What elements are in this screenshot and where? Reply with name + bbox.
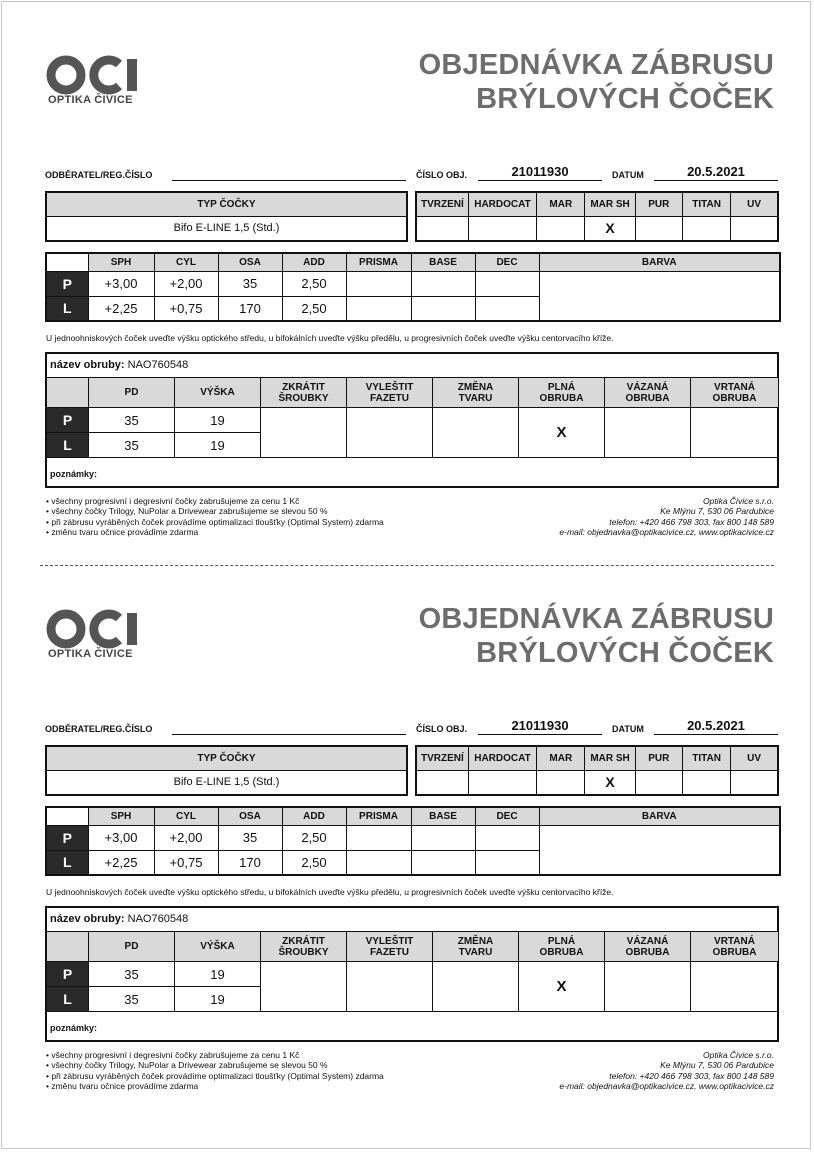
date-label: DATUM [612, 170, 644, 180]
date-value: 20.5.2021 [687, 164, 745, 179]
lens-type-table [45, 191, 408, 242]
bullet-item: • změnu tvaru očnice provádíme zdarma [46, 1080, 199, 1091]
company-phone: telefon: +420 466 798 303, fax 800 148 589 [609, 1070, 774, 1081]
refraction-header: OSA [218, 807, 282, 825]
coating-mark[interactable] [731, 770, 778, 795]
refraction-header: CYL [154, 807, 218, 825]
coating-mark[interactable] [682, 216, 730, 241]
company-email[interactable]: e-mail: objednavka@optikacivice.cz, www.optikacivice.cz [559, 526, 774, 537]
refraction-value[interactable] [346, 296, 411, 321]
frame-side-right: P [47, 408, 89, 433]
coating-header: MAR [537, 746, 585, 770]
refraction-header: DEC [475, 807, 539, 825]
bound-rim-header: VÁZANÁ OBRUBA [605, 378, 691, 408]
refraction-table [45, 806, 781, 876]
contact-block [559, 1050, 774, 1091]
pd-header: PD [89, 378, 175, 408]
refraction-side-left: L [46, 296, 88, 321]
title-line-2: BRÝLOVÝCH ČOČEK [476, 83, 774, 115]
coating-header: UV [731, 192, 778, 216]
bound-rim-header: VÁZANÁ OBRUBA [605, 932, 691, 962]
height-right-value[interactable]: 19 [175, 408, 261, 433]
pd-header: PD [89, 932, 175, 962]
refraction-value[interactable]: 2,50 [282, 296, 346, 321]
refraction-value[interactable]: 2,50 [282, 850, 346, 875]
full-rim-mark[interactable]: X [519, 408, 605, 458]
bullet-item: • všechny progresivní i degresivní čočky zabrušujeme za cenu 1 Kč [46, 496, 300, 506]
refraction-value[interactable]: +2,25 [88, 850, 154, 875]
bullet-item: • při zábrusu vyráběných čoček provádíme optimalizaci tloušťky (Optimal System) zdarma [46, 516, 384, 527]
bullet-item: • všechny čočky Trilogy, NuPolar a Drivewear zabrušujeme se slevou 50 % [46, 1060, 328, 1071]
frame-name-row [50, 913, 188, 925]
coating-mark[interactable] [635, 770, 682, 795]
lens-type-header: TYP ČOČKY [46, 746, 407, 770]
polish-bevel-cell[interactable] [347, 962, 433, 1012]
reshape-header: ZMĚNA TVARU [433, 932, 519, 962]
contact-block [559, 496, 774, 537]
coating-mark[interactable] [731, 216, 778, 241]
coating-header: TITAN [682, 746, 730, 770]
bullet-item: • všechny progresivní i degresivní čočky zabrušujeme za cenu 1 Kč [46, 1050, 300, 1060]
full-rim-header: PLNÁ OBRUBA [519, 932, 605, 962]
refraction-header: PRISMA [346, 807, 411, 825]
refraction-header: SPH [88, 807, 154, 825]
height-left-value[interactable]: 19 [175, 433, 261, 458]
refraction-value[interactable]: 170 [218, 850, 282, 875]
refraction-header: ADD [282, 807, 346, 825]
refraction-table [45, 252, 781, 322]
height-right-value[interactable]: 19 [175, 962, 261, 987]
refraction-value[interactable] [475, 825, 539, 850]
coating-header: TVRZENÍ [416, 192, 468, 216]
frame-name-label: název obruby: [50, 359, 125, 371]
refraction-header: BASE [411, 253, 475, 271]
coating-header: PUR [635, 746, 682, 770]
refraction-value[interactable] [411, 850, 475, 875]
customer-label: ODBĚRATEL/REG.ČÍSLO [45, 170, 153, 180]
reshape-header: ZMĚNA TVARU [433, 378, 519, 408]
order-number-field[interactable] [478, 180, 602, 181]
coating-mark[interactable] [537, 216, 585, 241]
full-rim-mark[interactable]: X [519, 962, 605, 1012]
order-form-bottom [0, 554, 814, 1114]
date-label: DATUM [612, 724, 644, 734]
frame-corner [47, 932, 89, 962]
refraction-value[interactable]: 170 [218, 296, 282, 321]
refraction-header: ADD [282, 253, 346, 271]
coating-header: MAR [537, 192, 585, 216]
refraction-value[interactable] [475, 850, 539, 875]
company-address: Ke Mlýnu 7, 530 06 Pardubice [660, 1060, 774, 1071]
polish-bevel-cell[interactable] [347, 408, 433, 458]
refraction-header: DEC [475, 253, 539, 271]
drilled-rim-header: VRTANÁ OBRUBA [691, 378, 779, 408]
refraction-value[interactable] [346, 271, 411, 296]
date-field[interactable] [654, 734, 778, 735]
coating-header: TVRZENÍ [416, 746, 468, 770]
refraction-value[interactable]: 35 [218, 271, 282, 296]
lens-type-value[interactable]: Bifo E-LINE 1,5 (Std.) [46, 770, 407, 795]
bound-rim-cell[interactable] [605, 408, 691, 458]
reshape-cell[interactable] [433, 962, 519, 1012]
pd-left-value[interactable]: 35 [89, 987, 175, 1012]
height-instruction: U jednoohniskových čoček uveďte výšku optického středu, u bifokálních uveďte výšku předělu, u progresivních čoček uveďte výšku centorvacího kříže. [46, 333, 614, 343]
title-line-1: OBJEDNÁVKA ZÁBRUSU [418, 603, 774, 635]
shorten-screws-header: ZKRÁTIT ŠROUBKY [261, 378, 347, 408]
frame-side-left: L [47, 987, 89, 1012]
shorten-screws-cell[interactable] [261, 962, 347, 1012]
frame-name-label: název obruby: [50, 913, 125, 925]
refraction-value[interactable] [411, 296, 475, 321]
refraction-value[interactable] [475, 271, 539, 296]
polish-bevel-header: VYLEŠTIT FAZETU [347, 932, 433, 962]
height-left-value[interactable]: 19 [175, 987, 261, 1012]
notes-label: poznámky: [50, 1023, 98, 1033]
coatings-table [415, 191, 779, 242]
height-header: VÝŠKA [175, 378, 261, 408]
refraction-value[interactable] [346, 850, 411, 875]
color-value[interactable] [539, 825, 780, 875]
company-name: Optika Čivice s.r.o. [702, 1050, 774, 1060]
date-value: 20.5.2021 [687, 718, 745, 733]
refraction-header: CYL [154, 253, 218, 271]
logo-text: OPTIKA ČIVICE [48, 648, 133, 660]
document-title [419, 602, 774, 670]
refraction-value[interactable] [411, 825, 475, 850]
frame-table [46, 931, 779, 1012]
order-number-label: ČÍSLO OBJ. [416, 170, 468, 180]
logo-text: OPTIKA ČIVICE [48, 94, 133, 106]
refraction-value[interactable]: +2,25 [88, 296, 154, 321]
refraction-side-right: P [46, 271, 88, 296]
refraction-value[interactable]: +3,00 [88, 271, 154, 296]
refraction-corner [46, 807, 88, 825]
title-line-1: OBJEDNÁVKA ZÁBRUSU [418, 49, 774, 81]
refraction-value[interactable]: +0,75 [154, 850, 218, 875]
coating-mark[interactable] [635, 216, 682, 241]
title-line-2: BRÝLOVÝCH ČOČEK [476, 637, 774, 669]
frame-table [46, 377, 779, 458]
refraction-value[interactable] [346, 825, 411, 850]
bullet-item: • při zábrusu vyráběných čoček provádíme optimalizaci tloušťky (Optimal System) zdarma [46, 1070, 384, 1081]
lens-type-header: TYP ČOČKY [46, 192, 407, 216]
drilled-rim-cell[interactable] [691, 962, 779, 1012]
frame-name-row [50, 359, 188, 371]
refraction-value[interactable]: +3,00 [88, 825, 154, 850]
reshape-cell[interactable] [433, 408, 519, 458]
bullet-item: • změnu tvaru očnice provádíme zdarma [46, 526, 199, 537]
customer-field[interactable] [172, 734, 406, 735]
coatings-table [415, 745, 779, 796]
shorten-screws-header: ZKRÁTIT ŠROUBKY [261, 932, 347, 962]
coating-header: MAR SH [585, 746, 635, 770]
coating-mark[interactable]: X [585, 216, 635, 241]
drilled-rim-cell[interactable] [691, 408, 779, 458]
refraction-side-right: P [46, 825, 88, 850]
info-bullets [46, 496, 384, 537]
order-number-value: 21011930 [511, 718, 569, 733]
refraction-value[interactable] [475, 296, 539, 321]
coating-mark[interactable] [537, 770, 585, 795]
coating-header: PUR [635, 192, 682, 216]
refraction-value[interactable]: +2,00 [154, 271, 218, 296]
notes-label: poznámky: [50, 469, 98, 479]
shorten-screws-cell[interactable] [261, 408, 347, 458]
bound-rim-cell[interactable] [605, 962, 691, 1012]
pd-right-value[interactable]: 35 [89, 962, 175, 987]
color-value[interactable] [539, 271, 780, 321]
lens-type-table [45, 745, 408, 796]
refraction-header: PRISMA [346, 253, 411, 271]
frame-corner [47, 378, 89, 408]
refraction-value[interactable]: 2,50 [282, 825, 346, 850]
coating-mark[interactable] [416, 216, 468, 241]
document-title [419, 48, 774, 116]
order-number-value: 21011930 [511, 164, 569, 179]
pd-right-value[interactable]: 35 [89, 408, 175, 433]
coating-mark[interactable] [416, 770, 468, 795]
company-name: Optika Čivice s.r.o. [702, 496, 774, 506]
coating-mark[interactable] [682, 770, 730, 795]
frame-name-value[interactable]: NAO760548 [127, 913, 189, 925]
frame-side-right: P [47, 962, 89, 987]
order-number-field[interactable] [478, 734, 602, 735]
refraction-side-left: L [46, 850, 88, 875]
refraction-value[interactable]: 2,50 [282, 271, 346, 296]
company-phone: telefon: +420 466 798 303, fax 800 148 589 [609, 516, 774, 527]
height-instruction: U jednoohniskových čoček uveďte výšku optického středu, u bifokálních uveďte výšku předělu, u progresivních čoček uveďte výšku centorvacího kříže. [46, 887, 614, 897]
refraction-header: SPH [88, 253, 154, 271]
company-email[interactable]: e-mail: objednavka@optikacivice.cz, www.optikacivice.cz [559, 1080, 774, 1091]
drilled-rim-header: VRTANÁ OBRUBA [691, 932, 779, 962]
customer-label: ODBĚRATEL/REG.ČÍSLO [45, 724, 153, 734]
refraction-value[interactable]: +2,00 [154, 825, 218, 850]
customer-field[interactable] [172, 180, 406, 181]
date-field[interactable] [654, 180, 778, 181]
bullet-item: • všechny čočky Trilogy, NuPolar a Drivewear zabrušujeme se slevou 50 % [46, 506, 328, 517]
refraction-value[interactable]: +0,75 [154, 296, 218, 321]
frame-name-value[interactable]: NAO760548 [127, 359, 189, 371]
refraction-header: BASE [411, 807, 475, 825]
frame-side-left: L [47, 433, 89, 458]
refraction-value[interactable]: 35 [218, 825, 282, 850]
lens-type-value[interactable]: Bifo E-LINE 1,5 (Std.) [46, 216, 407, 241]
coating-header: UV [731, 746, 778, 770]
refraction-corner [46, 253, 88, 271]
color-header: BARVA [539, 253, 780, 271]
company-address: Ke Mlýnu 7, 530 06 Pardubice [660, 506, 774, 517]
coating-header: MAR SH [585, 192, 635, 216]
coating-mark[interactable] [468, 216, 536, 241]
polish-bevel-header: VYLEŠTIT FAZETU [347, 378, 433, 408]
order-form-top [0, 0, 814, 560]
coating-header: HARDOCAT [468, 192, 536, 216]
coating-mark[interactable] [468, 770, 536, 795]
refraction-value[interactable] [411, 271, 475, 296]
full-rim-header: PLNÁ OBRUBA [519, 378, 605, 408]
color-header: BARVA [539, 807, 780, 825]
coating-header: HARDOCAT [468, 746, 536, 770]
refraction-header: OSA [218, 253, 282, 271]
info-bullets [46, 1050, 384, 1091]
pd-left-value[interactable]: 35 [89, 433, 175, 458]
order-number-label: ČÍSLO OBJ. [416, 724, 468, 734]
coating-mark[interactable]: X [585, 770, 635, 795]
height-header: VÝŠKA [175, 932, 261, 962]
coating-header: TITAN [682, 192, 730, 216]
